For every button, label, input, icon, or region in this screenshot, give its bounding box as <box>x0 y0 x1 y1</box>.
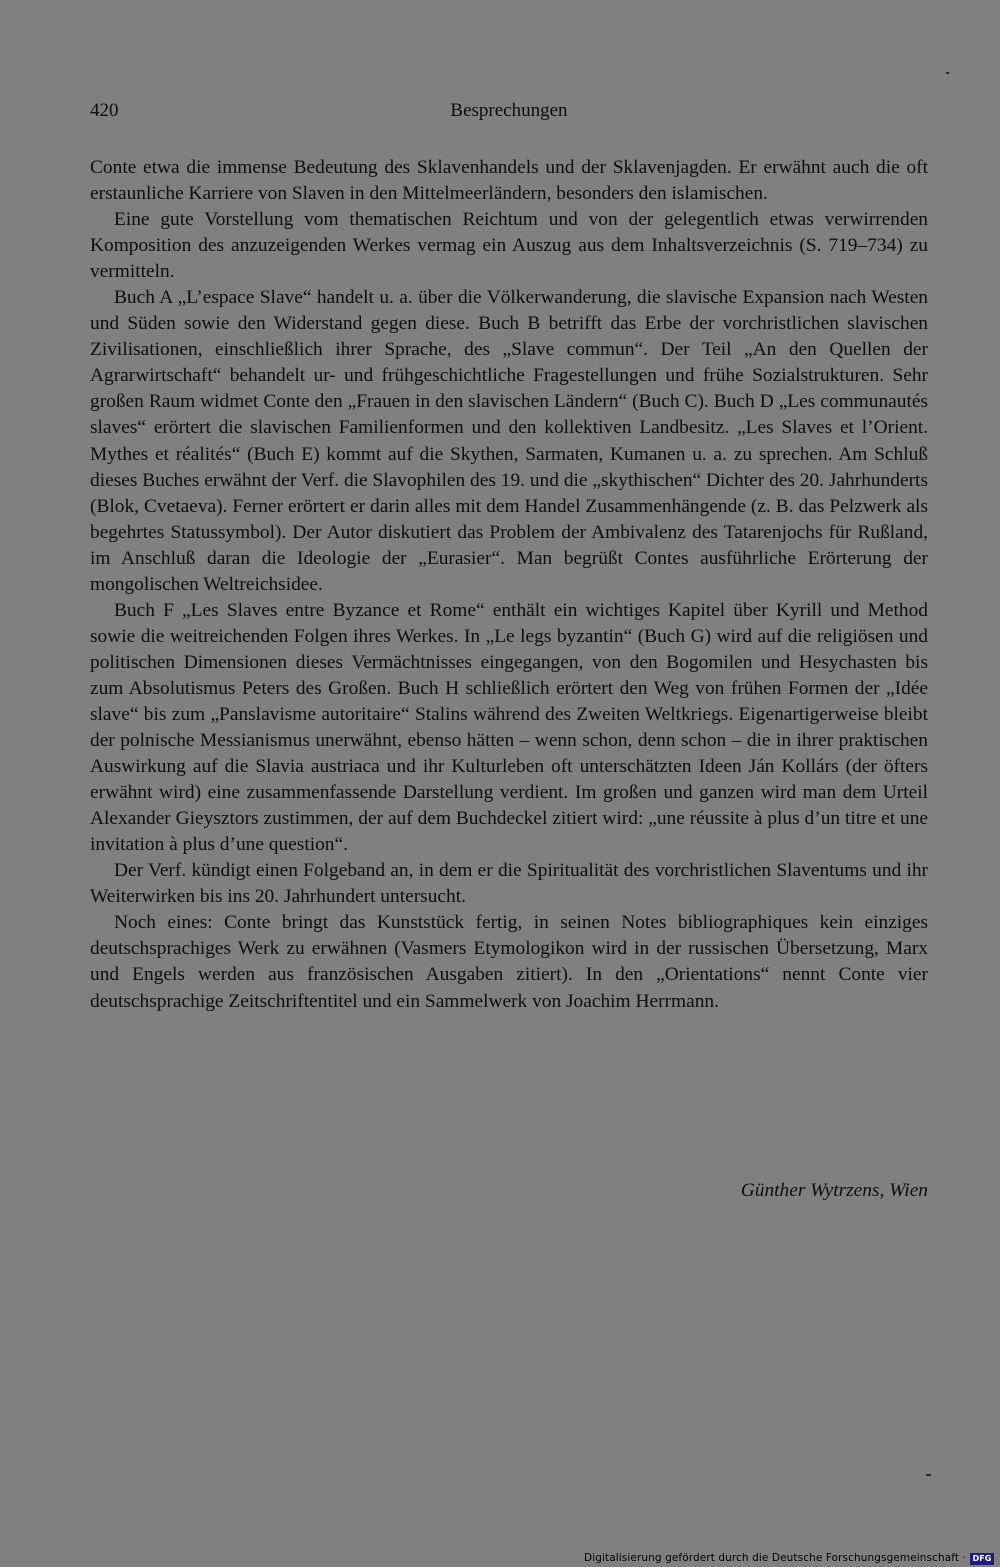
paragraph-3: Buch A „L’espace Slave“ handelt u. a. über die Völkerwanderung, die slavische Expansion nach Westen und Süden sowie den Widerstand gegen diese. Buch B betrifft das Erbe der vorchristlichen slavischen Zivilisationen, einschließlich ihrer Sprache, des „Slave commun“. Der Teil „An den Quellen der Agrarwirtschaft“ behandelt ur- und frühgeschichtliche Fragestellungen und frühe Sozialstrukturen. Sehr großen Raum widmet Conte den „Frauen in den slavischen Ländern“ (Buch C). Buch D „Les communautés slaves“ erörtert die slavischen Familienformen und den kollektiven Landbesitz. „Les Slaves et l’Orient. Mythes et réalités“ (Buch E) kommt auf die Skythen, Sarmaten, Kumanen u. a. zu sprechen. Am Schluß dieses Buches erwähnt der Verf. die Slavophilen des 19. und die „skythischen“ Dichter des 20. Jahrhunderts (Blok, Cvetaeva). Ferner erörtert er darin alles mit dem Handel Zusammenhängende (z. B. das Pelzwerk als begehrtes Statussymbol). Der Autor diskutiert das Problem der Ambivalenz des Tatarenjochs für Rußland, im Anschluß daran die Ideologie der „Eurasier“. Man begrüßt Contes ausführliche Erörterung der mongolischen Weltreichsidee. <box>90 287 928 595</box>
author-signature: Günther Wytrzens, Wien <box>740 1180 928 1201</box>
paragraph-6: Noch eines: Conte bringt das Kunststück fertig, in seinen Notes bibliographiques kein einziges deutschsprachiges Werk zu erwähnen (Vasmers Etymologikon wird in der russischen Übersetzung, Marx und Engels werden aus französischen Ausgaben zitiert). In den „Orientations“ nennt Conte vier deutschsprachige Zeitschriftentitel und ein Sammelwerk von Joachim Herrmann. <box>90 912 928 1012</box>
dfg-logo: DFG <box>970 1553 994 1565</box>
body-text <box>90 155 928 1015</box>
page-number: 420 <box>90 100 119 121</box>
paragraph-1: Conte etwa die immense Bedeutung des Sklavenhandels und der Sklavenjagden. Er erwähnt auch die oft erstaunliche Karriere von Slaven in den Mittelmeerländern, besonders den islamischen. <box>90 157 928 205</box>
scan-speck <box>946 72 949 74</box>
scan-speck <box>926 1474 931 1476</box>
paragraph-5: Der Verf. kündigt einen Folgeband an, in dem er die Spiritualität des vorchristlichen Slaventums und ihr Weiterwirken bis ins 20. Jahrhundert untersucht. <box>90 860 928 908</box>
paragraph-4: Buch F „Les Slaves entre Byzance et Rome“ enthält ein wichtiges Kapitel über Kyrill und Method sowie die weitreichenden Folgen ihres Werkes. In „Le legs byzantin“ (Buch G) wird auf die religiösen und politischen Dimensionen dieses Vermächtnisses eingegangen, von den Bogomilen und Hesychasten bis zum Absolutismus Peters des Großen. Buch H schließlich erörtert den Weg von frühen Formen der „Idée slave“ bis zum „Panslavisme autoritaire“ Stalins während des Zweiten Weltkriegs. Eigenartigerweise bleibt der polnische Messianismus unerwähnt, ebenso hätten – wenn schon, denn schon – die in ihrer praktischen Auswirkung auf die Slavia austriaca und ihr Kulturleben oft unterschätzten Ideen Ján Kollárs (der öfters erwähnt wird) eine zusammenfassende Darstellung verdient. Im großen und ganzen wird man dem Urteil Alexander Gieysztors zustimmen, der auf dem Buchdeckel zitiert wird: „une réussite à plus d’un titre et une invitation à plus d’une question“. <box>90 599 928 856</box>
digitization-credit: Digitalisierung gefördert durch die Deutsche Forschungsgemeinschaft · <box>584 1552 966 1564</box>
running-title: Besprechungen <box>450 100 568 121</box>
paragraph-2: Eine gute Vorstellung vom thematischen Reichtum und von der gelegentlich etwas verwirrenden Komposition des anzuzeigenden Werkes vermag ein Auszug aus dem Inhaltsverzeichnis (S. 719–734) zu vermitteln. <box>90 209 928 283</box>
page-header <box>90 100 928 126</box>
